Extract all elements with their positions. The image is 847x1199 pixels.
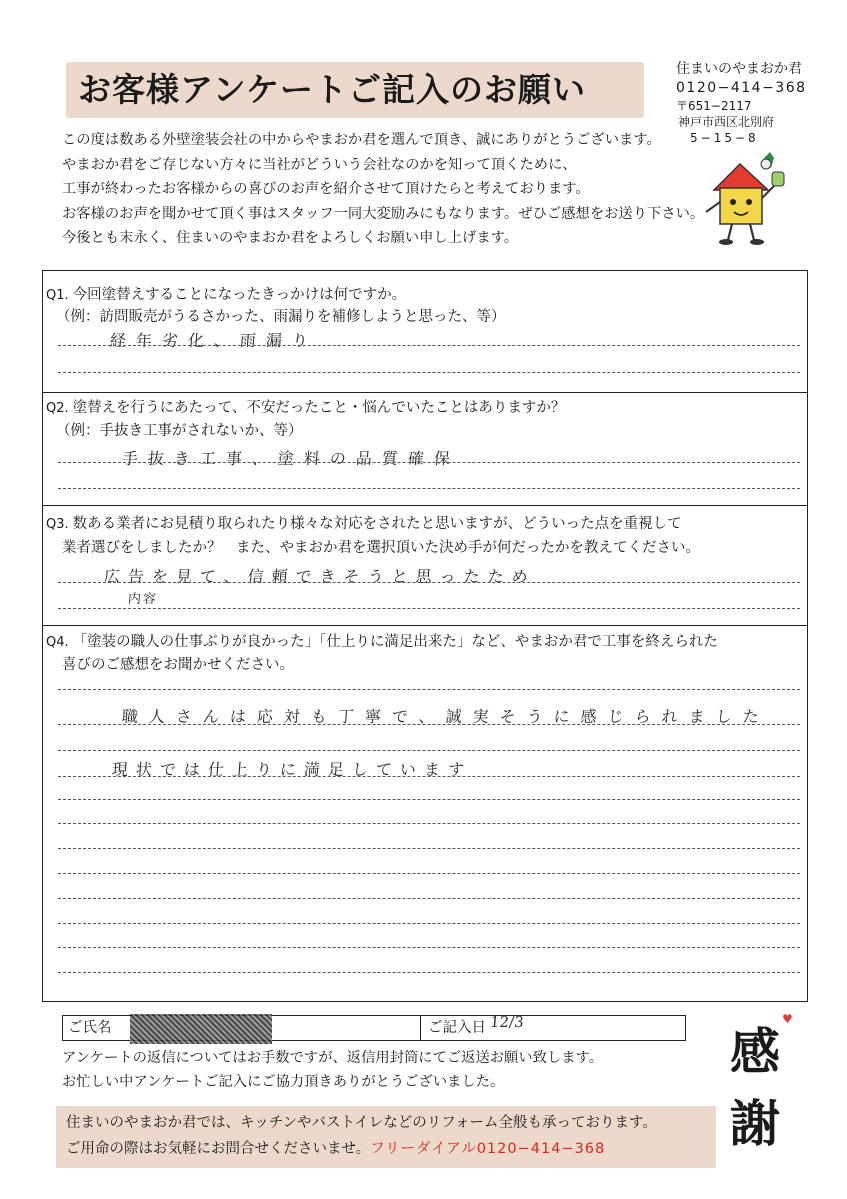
question-1-example: （例：訪問販売がうるさかった、雨漏りを補修しようと思った、等） bbox=[56, 309, 506, 325]
answer-line bbox=[58, 724, 800, 725]
answer-line bbox=[58, 823, 800, 824]
intro-line: やまおか君をご存じない方々に当社がどういう会社なのかを知って頂くために、 bbox=[62, 156, 577, 173]
thanks-kanji-2: 謝 bbox=[730, 1094, 780, 1153]
answer-line bbox=[58, 947, 800, 948]
answer-line bbox=[58, 462, 800, 463]
company-name: 住まいのやまおか君 bbox=[676, 61, 802, 77]
answer-line bbox=[58, 689, 800, 690]
name-label: ご氏名 bbox=[68, 1020, 112, 1036]
reply-text bbox=[62, 1046, 603, 1094]
answer-line bbox=[58, 972, 800, 973]
answer-line bbox=[58, 923, 800, 924]
answer-line bbox=[58, 608, 800, 609]
answer-line bbox=[58, 582, 800, 583]
question-1: Q1. 今回塗替えすることになったきっかけは何ですか。 bbox=[46, 287, 407, 303]
date-value: 12/3 bbox=[489, 1013, 525, 1031]
question-2-example: （例：手抜き工事がされないか、等） bbox=[56, 423, 303, 439]
footer-line-1: 住まいのやまおか君では、キッチンやバストイレなどのリフォーム全般も承っております。 bbox=[66, 1115, 657, 1131]
page-title: お客様アンケートご記入のお願い bbox=[78, 70, 587, 109]
answer-line bbox=[58, 848, 800, 849]
footer-text bbox=[66, 1110, 657, 1162]
question-divider bbox=[43, 392, 807, 393]
company-postal: 〒651−2117 bbox=[676, 99, 752, 113]
answer-1: 経年劣化、雨漏り bbox=[109, 331, 319, 350]
intro-line: お客様のお声を聞かせて頂く事はスタッフ一同大変励みにもなります。ぜひご感想をお送り下さい。 bbox=[62, 205, 705, 222]
question-4-line-2: 喜びのご感想をお聞かせください。 bbox=[62, 657, 294, 673]
question-2: Q2. 塗替えを行うにあたって、不安だったこと・悩んでいたことはありますか？ bbox=[46, 400, 566, 416]
company-address-2: 5−15−8 bbox=[690, 131, 759, 145]
intro-line: 今後とも末永く、住まいのやまおか君をよろしくお願い申し上げます。 bbox=[62, 230, 519, 247]
answer-line bbox=[58, 898, 800, 899]
date-label: ご記入日 bbox=[428, 1020, 486, 1036]
question-4: Q4. 「塗装の職人の仕事ぶりが良かった」「仕上りに満足出来た」など、やまおか君で工事を終えられた bbox=[46, 634, 718, 650]
question-divider bbox=[43, 625, 807, 626]
reply-line: アンケートの返信についてはお手数ですが、返信用封筒にてご返送お願い致します。 bbox=[62, 1050, 603, 1066]
freedial-number: フリーダイアル0120−414−368 bbox=[370, 1141, 606, 1157]
question-3-line-2: 業者選びをしましたか？ また、やまおか君を選択頂いた決め手が何だったかを教えてください。 bbox=[62, 540, 700, 556]
answer-line bbox=[58, 776, 800, 777]
heart-icon: ♥ bbox=[782, 1012, 793, 1026]
reply-line: お忙しい中アンケートご記入にご協力頂きありがとうございました。 bbox=[62, 1074, 505, 1090]
answer-line bbox=[58, 488, 800, 489]
answer-line bbox=[58, 799, 800, 800]
house-mascot-icon bbox=[700, 150, 786, 248]
answer-3-note: 内容 bbox=[127, 592, 159, 607]
footer-line-2: ご用命の際はお気軽にお問合せくださいませ。フリーダイアル0120−414−368 bbox=[66, 1141, 606, 1157]
intro-line: 工事が終わったお客様からの喜びのお声を紹介させて頂けたらと考えております。 bbox=[62, 181, 590, 198]
answer-3: 広告を見て、信頼できそうと思ったため bbox=[103, 567, 537, 586]
name-date-divider bbox=[420, 1015, 421, 1041]
redacted-name bbox=[130, 1014, 272, 1044]
answer-4-line-1: 職人さんは応対も丁寧で、誠実そうに感じられました bbox=[121, 707, 771, 726]
answer-line bbox=[58, 345, 800, 346]
answer-line bbox=[58, 873, 800, 874]
intro-line: この度は数ある外壁塗装会社の中からやまおか君を選んで頂き、誠にありがとうございます。 bbox=[62, 132, 661, 148]
question-divider bbox=[43, 505, 807, 506]
question-3: Q3. 数ある業者にお見積り取られたり様々な対応をされたと思いますが、どういった点を重視して bbox=[46, 516, 682, 532]
answer-4-line-2: 現状では仕上りに満足しています bbox=[111, 760, 473, 779]
answer-line bbox=[58, 372, 800, 373]
company-phone: 0120−414−368 bbox=[676, 80, 807, 96]
company-address-1: 神戸市西区北別府 bbox=[678, 115, 775, 129]
thanks-kanji-1: 感 bbox=[730, 1022, 780, 1081]
intro-text bbox=[62, 128, 704, 251]
answer-line bbox=[58, 750, 800, 751]
answer-2: 手抜き工事、塗料の品質確保 bbox=[121, 449, 461, 468]
